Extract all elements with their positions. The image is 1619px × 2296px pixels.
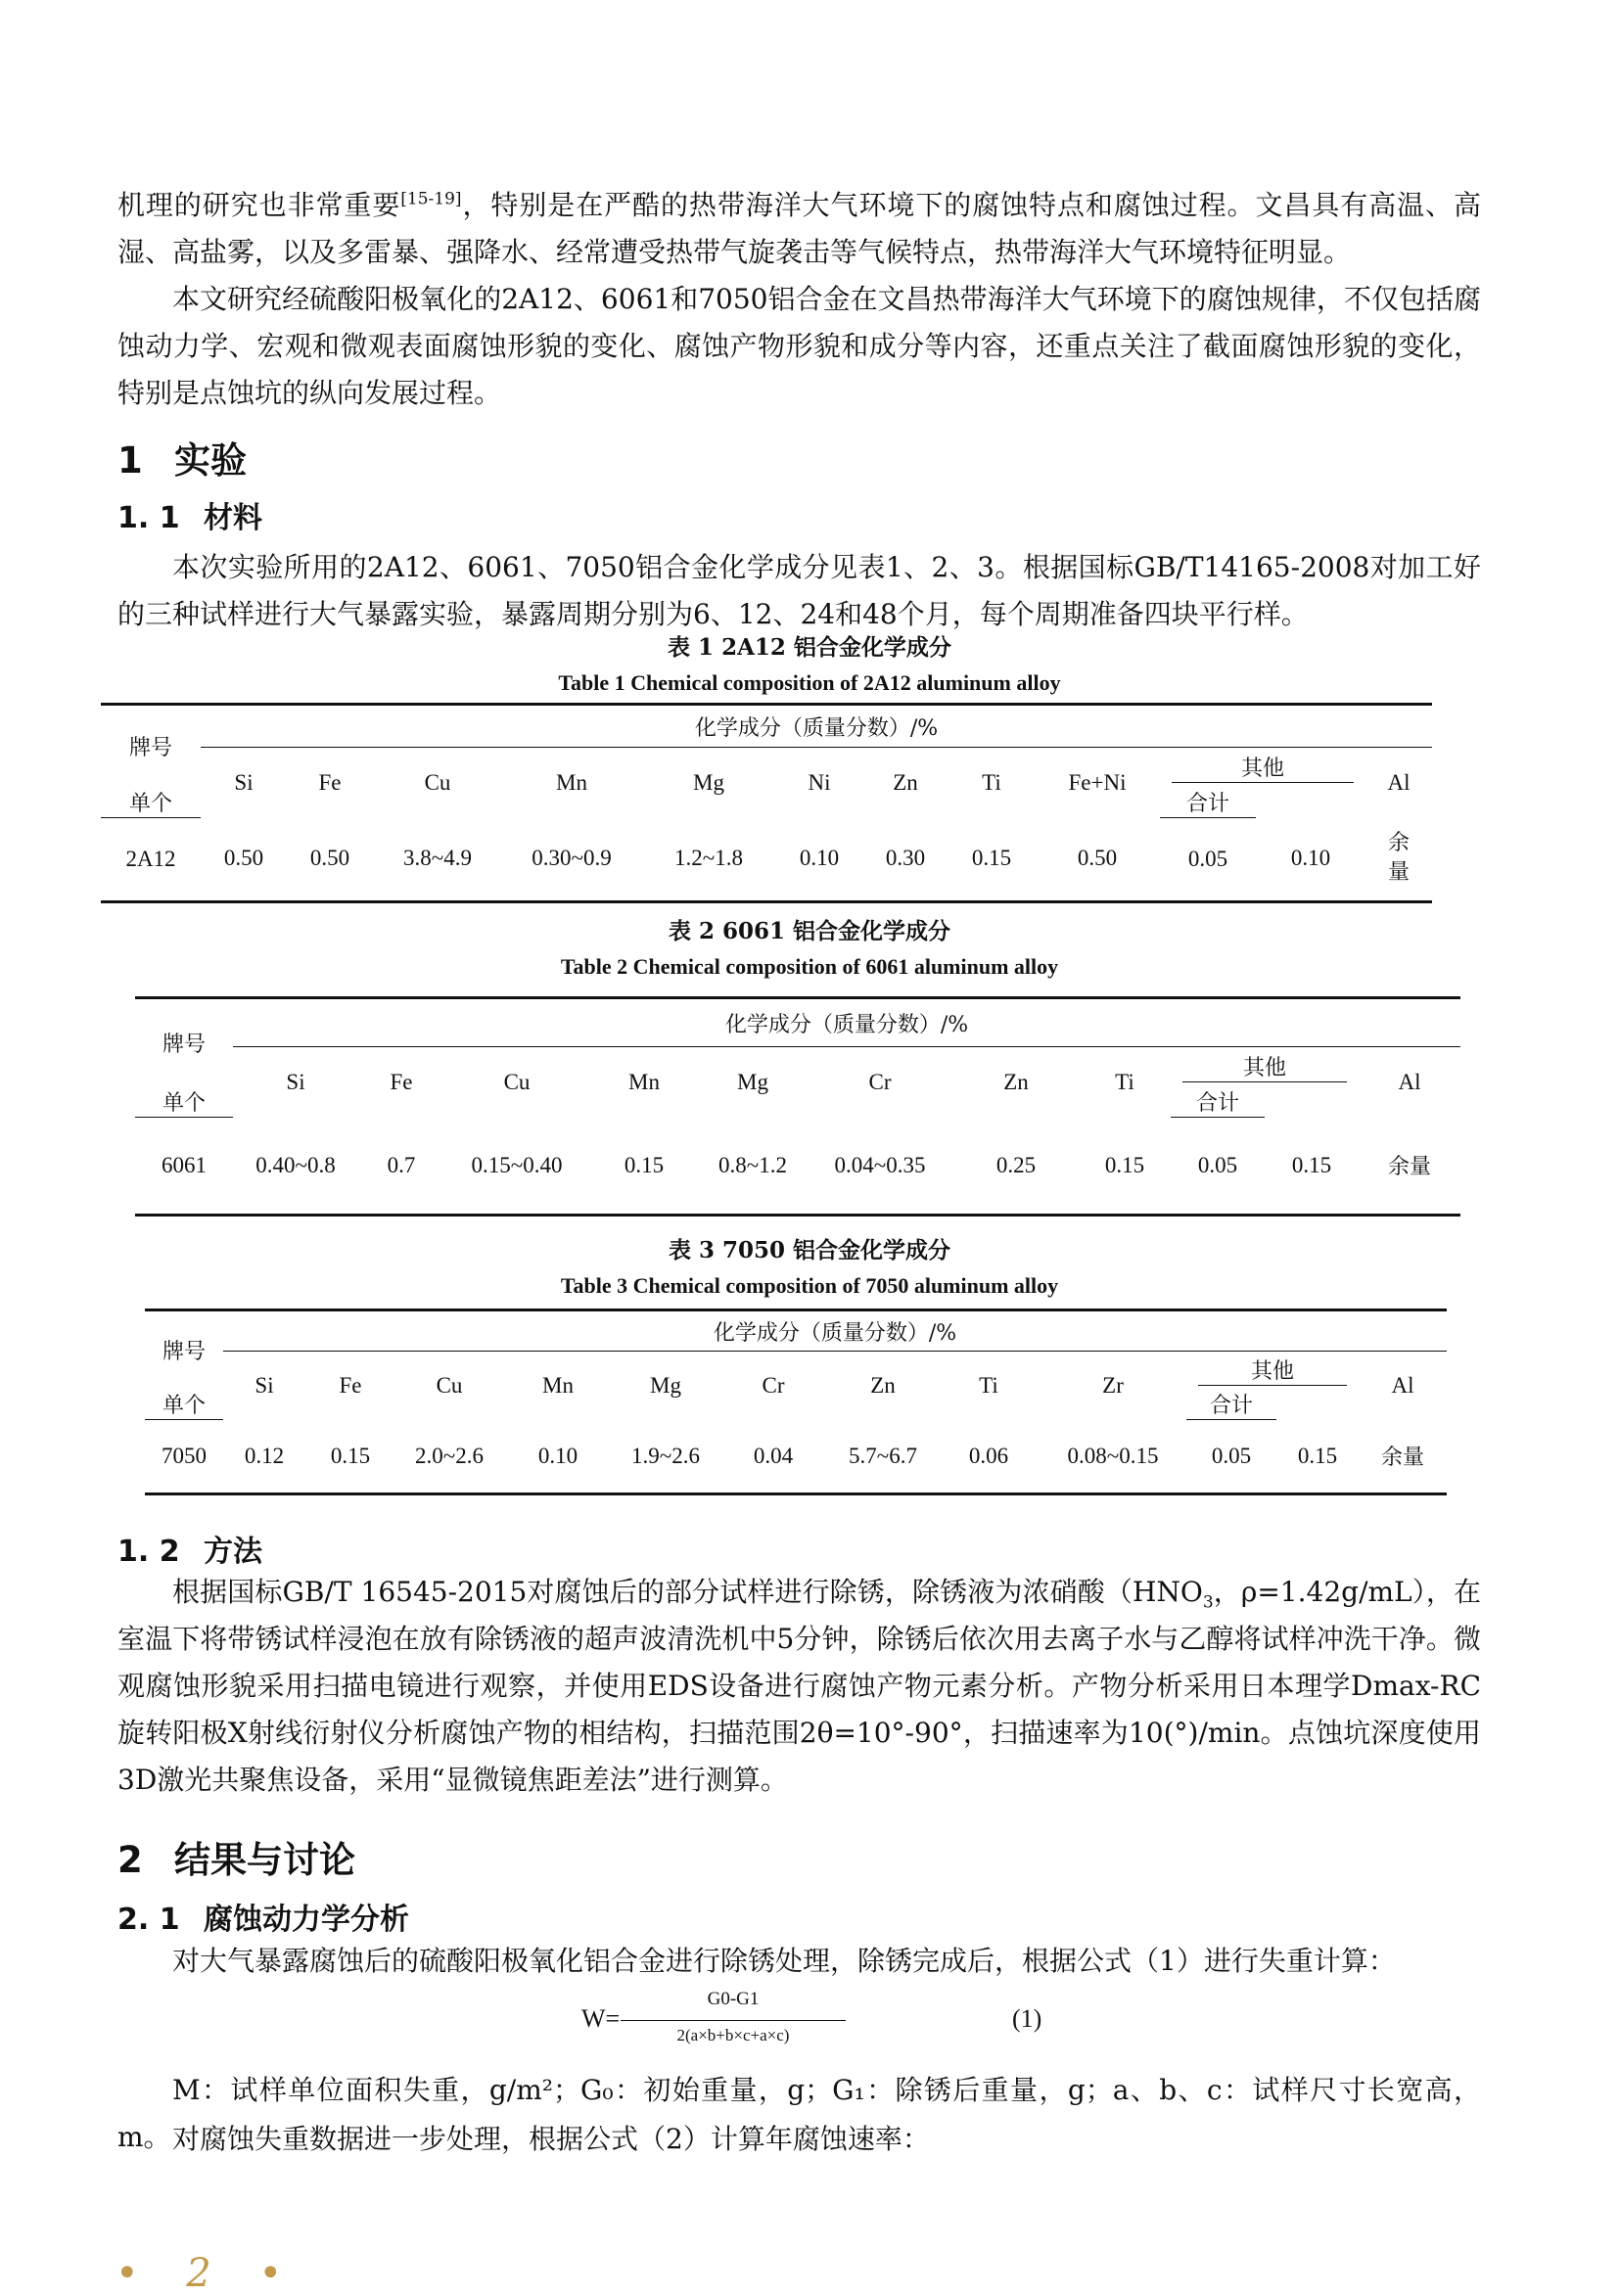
materials-paragraph: 本次实验所用的2A12、6061、7050铝合金化学成分见表1、2、3。根据国标GB/T14165-2008对加工好的三种试样进行大气暴露实验，暴露周期分别为6、12、24和48个月，每个周期准备四块平行样。 [117, 551, 1481, 630]
formula-lhs: W= [581, 2004, 621, 2033]
value-cell: 0.15 [330, 1443, 371, 1468]
value-cell: 0.50 [1077, 846, 1118, 871]
section-1-2-heading: 1. 2 方法 [117, 1535, 262, 1569]
element-header: Cu [424, 769, 451, 795]
value-cell: 0.04 [753, 1443, 794, 1468]
al-cell: 余 量 [1387, 831, 1410, 886]
element-header: Cr [762, 1372, 785, 1398]
grade-cell: 6061 [162, 1153, 207, 1177]
element-header: Si [254, 1372, 274, 1398]
table-row [145, 1420, 1447, 1494]
grade-cell: 2A12 [125, 846, 176, 871]
value-cell: 0.30 [885, 846, 926, 871]
single-header: 单个 [135, 1086, 233, 1118]
other-header: 其他 [1171, 1047, 1359, 1086]
element-header: Zn [870, 1372, 896, 1398]
element-header: Mg [737, 1069, 768, 1094]
element-header: Fe+Ni [1068, 769, 1127, 795]
value-cell: 0.25 [995, 1152, 1037, 1177]
value-cell: 0.10 [799, 846, 840, 871]
table-3-caption-en: Table 3 Chemical composition of 7050 aluminum alloy [560, 1273, 1059, 1298]
value-cell: 0.7 [387, 1152, 416, 1177]
value-cell: 0.12 [244, 1443, 285, 1468]
corrosion-rate-paragraph: 对腐蚀失重数据进一步处理，根据公式（2）计算年腐蚀速率： [172, 2123, 930, 2155]
value-cell: 0.15 [624, 1152, 665, 1177]
element-header: Si [234, 769, 254, 795]
total-header: 合计 [1171, 1086, 1265, 1118]
single-cell: 0.05 [1197, 1153, 1238, 1177]
total-header: 合计 [1160, 787, 1256, 818]
total-cell: 0.15 [1291, 1152, 1332, 1177]
value-cell: 0.08~0.15 [1067, 1443, 1159, 1468]
value-cell: 0.04~0.35 [834, 1152, 926, 1177]
element-header: Mn [542, 1372, 574, 1398]
value-cell: 0.15~0.40 [471, 1152, 563, 1177]
table-1-caption-en: Table 1 Chemical composition of 2A12 aluminum alloy [558, 670, 1061, 695]
intro-paragraph-1: 机理的研究也非常重要[15-19]，特别是在严酷的热带海洋大气环境下的腐蚀特点和腐蚀过程。文昌具有高温、高湿、高盐雾，以及多雷暴、强降水、经常遭受热带气旋袭击等气候特点，热带海洋大气环境特征明显。 [117, 189, 1481, 268]
element-header: Ti [982, 769, 1001, 795]
section-2-1-heading: 2. 1 腐蚀动力学分析 [117, 1903, 409, 1937]
composition-header: 化学成分（质量分数）/% [223, 1310, 1447, 1352]
citation[interactable]: [15-19] [400, 189, 462, 209]
section-2-heading: 2 结果与讨论 [117, 1839, 355, 1881]
al-cell: 余量 [1387, 1155, 1431, 1180]
element-header: Zn [893, 769, 918, 795]
value-cell: 0.40~0.8 [255, 1152, 336, 1177]
value-cell: 3.8~4.9 [403, 846, 472, 871]
value-cell: 5.7~6.7 [849, 1443, 917, 1468]
formula-numerator: G0-G1 [707, 1989, 760, 2009]
element-header: Mg [693, 769, 724, 795]
element-header: Fe [390, 1069, 413, 1094]
value-cell: 0.10 [537, 1443, 578, 1468]
value-cell: 0.30~0.9 [532, 846, 612, 871]
other-header: 其他 [1186, 1352, 1359, 1389]
composition-header: 化学成分（质量分数）/% [233, 998, 1460, 1047]
other-header: 其他 [1160, 748, 1365, 787]
section-1-1-heading: 1. 1 材料 [117, 501, 262, 535]
page-number: • 2 • [116, 2251, 301, 2296]
element-header: Fe [318, 769, 342, 795]
equation-number: (1) [1012, 2004, 1042, 2033]
element-header: Cu [436, 1372, 463, 1398]
single-header: 单个 [145, 1389, 223, 1420]
value-cell: 1.2~1.8 [674, 846, 743, 871]
value-cell: 0.50 [223, 846, 264, 871]
table-3-caption-cn: 表 3 7050 铝合金化学成分 [668, 1237, 951, 1263]
total-cell: 0.10 [1290, 846, 1331, 871]
table-2-caption-en: Table 2 Chemical composition of 6061 aluminum alloy [560, 954, 1059, 979]
al-header: Al [1391, 1372, 1414, 1398]
section-1-heading: 1 实验 [117, 439, 247, 482]
element-header: Ti [1115, 1069, 1134, 1094]
al-header: Al [1398, 1069, 1421, 1094]
fraction-bar [621, 2020, 846, 2021]
single-header: 单个 [101, 787, 201, 818]
single-cell: 0.05 [1211, 1444, 1252, 1468]
kinetics-paragraph: 对大气暴露腐蚀后的硫酸阳极氧化铝合金进行除锈处理，除锈完成后，根据公式（1）进行失重计算： [172, 1945, 1396, 1977]
total-cell: 0.15 [1297, 1443, 1338, 1468]
grade-header: 牌号 [162, 1032, 206, 1057]
value-cell: 0.06 [968, 1443, 1009, 1468]
grade-cell: 7050 [162, 1444, 207, 1468]
element-header: Mn [556, 769, 587, 795]
element-header: Zr [1102, 1372, 1124, 1398]
table-row [101, 817, 1432, 901]
element-header: Mg [650, 1372, 681, 1398]
element-header: Mn [628, 1069, 660, 1094]
grade-header: 牌号 [128, 735, 172, 760]
table-2-caption-cn: 表 2 6061 铝合金化学成分 [668, 918, 951, 944]
element-header: Zn [1003, 1069, 1029, 1094]
table-1-caption-cn: 表 1 2A12 铝合金化学成分 [668, 634, 951, 661]
composition-header: 化学成分（质量分数）/% [201, 705, 1432, 748]
table-3 [145, 1309, 1447, 1495]
variables-paragraph: M：试样单位面积失重，g/m²；G₀：初始重量，g；G₁：除锈后重量，g；a、b、c：试样尺寸长宽高，m。 [117, 2074, 1481, 2153]
value-cell: 0.8~1.2 [718, 1152, 787, 1177]
element-header: Ni [808, 769, 831, 795]
al-cell: 余量 [1380, 1446, 1424, 1471]
formula-1 [572, 1981, 1042, 2069]
element-header: Fe [339, 1372, 362, 1398]
table-2 [135, 996, 1460, 1217]
element-header: Cu [503, 1069, 531, 1094]
table-row [135, 1118, 1460, 1216]
value-cell: 0.15 [1104, 1152, 1145, 1177]
grade-header: 牌号 [162, 1339, 206, 1364]
single-cell: 0.05 [1187, 846, 1228, 871]
value-cell: 0.50 [309, 846, 350, 871]
formula-denominator: 2(a×b+b×c+a×c) [676, 2026, 790, 2044]
al-header: Al [1387, 769, 1411, 795]
element-header: Ti [979, 1372, 998, 1398]
total-header: 合计 [1186, 1389, 1276, 1420]
value-cell: 2.0~2.6 [415, 1443, 484, 1468]
value-cell: 1.9~2.6 [631, 1443, 700, 1468]
table-1 [101, 703, 1432, 903]
element-header: Cr [868, 1069, 892, 1094]
intro-paragraph-2: 本文研究经硫酸阳极氧化的2A12、6061和7050铝合金在文昌热带海洋大气环境下的腐蚀规律，不仅包括腐蚀动力学、宏观和微观表面腐蚀形貌的变化、腐蚀产物形貌和成分等内容，还重点关注了截面腐蚀形貌的变化，特别是点蚀坑的纵向发展过程。 [117, 283, 1481, 409]
methods-paragraph: 根据国标GB/T 16545-2015对腐蚀后的部分试样进行除锈，除锈液为浓硝酸（$HNO_3$，ρ=1.42g/mL），在室温下将带锈试样浸泡在放有除锈液的超声波清洗机中5分钟，除锈后依次用去离子水与乙醇将试样冲洗干净。微观腐蚀形貌采用扫描电镜进行观察，并使用EDS设备进行腐蚀产物元素分析。产物分析采用日本理学Dmax-RC旋转阳极X射线衍射仪分析腐蚀产物的相结构，扫描范围2θ=10°-90°，扫描速率为10(°)/min。点蚀坑深度使用3D激光共聚焦设备，采用“显微镜焦距差法”进行测算。 [117, 1576, 1481, 1796]
value-cell: 0.15 [971, 846, 1012, 871]
element-header: Si [286, 1069, 305, 1094]
